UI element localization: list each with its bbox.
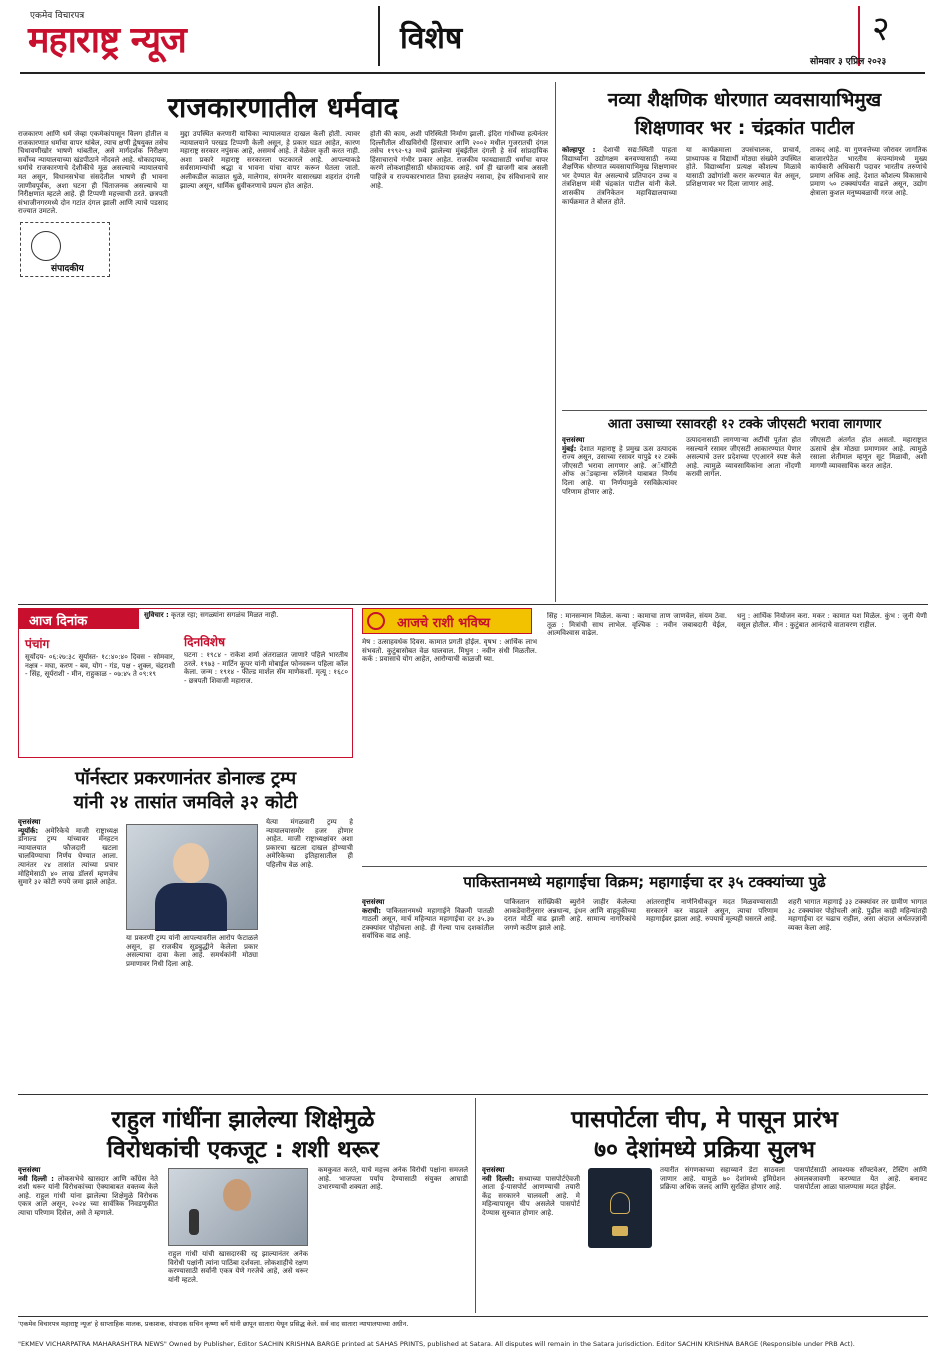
article-column-3: आंतरराष्ट्रीय नाणेनिधीकडून मदत मिळवण्यासाठी सरकारने कर वाढवले असून, त्याचा परिणाम महागाईवर झाला आहे. रुपयाचे मूल्यही घसरले आहे. <box>646 898 778 924</box>
source: वृत्तसंस्था <box>18 818 41 826</box>
article-headline[interactable]: पाकिस्तानमध्ये महागाईचा विक्रम; महागाईचा दर ३५ टक्क्यांच्या पुढे <box>463 873 826 891</box>
dateline: कराची: <box>362 906 382 915</box>
masthead-title: महाराष्ट्र न्यूज <box>28 20 186 61</box>
box-title <box>19 609 139 629</box>
article-headline[interactable]: आता उसाच्या रसावरही १२ टक्के जीएसटी भरावा लागणार <box>607 417 882 432</box>
rashi-title-bar <box>362 608 532 634</box>
article-headline-line1[interactable]: पासपोर्टला चीप, मे पासून प्रारंभ <box>571 1107 838 1133</box>
article-pakistan <box>362 868 927 1092</box>
column-rule <box>555 82 556 602</box>
rashi-title: आजचे राशी भविष्य <box>397 616 491 631</box>
person-icon <box>173 843 209 883</box>
microphone-icon <box>189 1209 199 1235</box>
article-column-1 <box>362 898 494 1088</box>
article-column-1-text: अमेरिकेचे माजी राष्ट्राध्यक्ष डोनाल्ड ट्रम्प यांच्यावर मॅनहटन न्यायालयात फौजदारी खटला चालविण्याचा निर्णय घेण्यात आला. त्यानंतर २४ तासांत त्यांच्या प्रचार मोहिमेसाठी ४० लाख डॉलर्स म्हणजेच सुमारे ३२ कोटी रुपये जमा झाले आहेत. <box>18 826 118 887</box>
din-vishesh-box <box>18 608 353 758</box>
article-column-1-text: देशात महाराष्ट्र हे प्रमुख ऊस उत्पादक राज्य असून, उसाच्या रसावर यापुढे १२ टक्के जीएसटी भरावा लागणार आहे. अॅथॉरिटी ऑफ अॅडव्हान्स रुलिंगने याबाबत निर्णय दिला आहे. या निर्णयामुळे रसविक्रेत्यांवर परिणाम होणार आहे. <box>562 444 677 496</box>
dateline: नवी दिल्ली : <box>18 1174 54 1183</box>
article-headline-line1[interactable]: पॉर्नस्टार प्रकरणानंतर डोनाल्ड ट्रम्प <box>74 768 297 789</box>
article-column-1 <box>562 436 677 601</box>
article-column-2: पाकिस्तान सांख्यिकी ब्युरोने जाहीर केलेल्या आकडेवारीनुसार अन्नधान्य, इंधन आणि वाहतुकीच्या दरात मोठी वाढ झाली आहे. सामान्य नागरिकांचे जगणे कठीण झाले आहे. <box>504 898 636 932</box>
dateline: न्यूयॉर्क: <box>18 826 39 835</box>
article-column-1 <box>18 1166 158 1311</box>
article-column-2: या प्रकरणी ट्रम्प यांनी आपल्यावरील आरोप फेटाळले असून, हा राजकीय सूडबुद्धीने केलेला प्रकार असल्याचा दावा केला आहे. समर्थकांनी मोठ्या प्रमाणावर निधी दिला आहे. <box>126 934 258 968</box>
dinvishesh-text: घटना : १९८४ - राकेश शर्मा अंतराळात जाणारे पहिले भारतीय ठरले. १९७३ - मार्टिन कूपर यांनी मोबाईल फोनवरून पहिला कॉल केला. जन्म : १९१४ - फील्ड मार्शल सॅम माणेकशॉ. मृत्यू : १६८० - छत्रपती शिवाजी महाराज. <box>184 651 348 685</box>
dateline: मुंबई: <box>562 444 577 453</box>
quote-label: सुविचार : <box>144 611 169 619</box>
suit-icon <box>155 883 227 931</box>
editorial-stamp <box>20 222 110 277</box>
article-column-1-text: देशाची सद्य:स्थिती पाहता विद्यार्थ्यांना उद्योगक्षम बनवण्यासाठी नव्या शैक्षणिक धोरणात व्यवसायाभिमुख शिक्षणावर भर देण्यात येत असल्याचे प्रतिपादन उच्च व तंत्रशिक्षण मंत्री चंद्रकांत पाटील यांनी केले. शासकीय तंत्रनिकेतन महाविद्यालयाच्या कार्यक्रमात ते बोलत होते. <box>562 146 677 206</box>
source: वृत्तसंस्था <box>18 1166 41 1174</box>
article-column-2: उत्पादनासाठी लागणाऱ्या अटींची पूर्तता होत नसल्याने रसावर जीएसटी आकारण्यात येणार असल्याचे उत्तर प्रदेशच्या एएआरने स्पष्ट केले आहे. त्यामुळे व्यावसायिकांना आता नोंदणी करावी लागेल. <box>686 436 801 479</box>
article-column-3: पासपोर्टसाठी आवश्यक सॉफ्टवेअर, टेस्टिंग आणि अंमलबजावणी करण्यात येत आहे. बनावट पासपोर्टला आळा घालण्यास मदत होईल. <box>794 1166 927 1192</box>
masthead-divider-1 <box>378 6 380 66</box>
column-rule <box>475 1098 476 1313</box>
section-rule <box>18 604 928 605</box>
editorial-stamp-label: संपादकीय <box>51 264 84 274</box>
rashi-column-3: धनु : आर्थिक नियोजन करा. मकर : कामात यश मिळेल. कुंभ : जुनी येणी वसूल होतील. मीन : कुटुंबात आनंदाचे वातावरण राहील. <box>737 612 927 629</box>
zodiac-icon <box>367 612 385 630</box>
article-gst <box>562 412 927 602</box>
panchang-text: सूर्योदय- ०६:२७:३८ सूर्यास्त- १८:४०:४० दिवस - सोमवार, नक्षत्र - मघा, करण - बव, योग - गंड, पक्ष - शुक्ल, चंद्रराशी - सिंह, सूर्यराशी - मीन, राहुकाळ - ०७:४५ ते ०९:१९ <box>25 653 175 679</box>
article-headline-line2[interactable]: विरोधकांची एकजूट : शशी थरूर <box>107 1137 379 1163</box>
article-column-1-text: सध्याच्या पासपोर्टऐवजी आता ई-पासपोर्ट आणण्याची तयारी केंद्र सरकारने चालवली आहे. मे महिन्यापासून चीप असलेले पासपोर्ट देण्यास सुरुवात होणार आहे. <box>482 1174 580 1217</box>
masthead-tagline: एकमेव विचारपत्र <box>30 11 85 21</box>
article-headline-line2[interactable]: ७० देशांमध्ये प्रक्रिया सुलभ <box>594 1137 815 1163</box>
page-number: २ <box>872 9 890 49</box>
article-column-2: राहुल गांधी यांची खासदारकी रद्द झाल्यानंतर अनेक विरोधी पक्षांनी त्यांना पाठिंबा दर्शवला. लोकशाहीचे रक्षण करण्यासाठी सर्वांनी एकत्र येणे गरजेचे आहे, असे थरूर यांनी म्हटले. <box>168 1250 308 1284</box>
rashi-column-2: सिंह : मानसन्मान मिळेल. कन्या : कामाचा ताण जाणवेल, संयम ठेवा. तूळ : मित्रांची साथ लाभेल. वृश्चिक : नवीन जबाबदारी येईल, आत्मविश्वास वाढेल. <box>547 612 727 638</box>
rashi-box <box>362 608 927 863</box>
article-column-4: शहरी भागात महागाई ३३ टक्क्यांवर तर ग्रामीण भागात ३८ टक्क्यांवर पोहोचली आहे. पुढील काही महिन्यांतही महागाईचा दर चढाच राहील, असा अंदाज अर्थतज्ज्ञांनी व्यक्त केला आहे. <box>788 898 927 932</box>
article-headline[interactable]: राजकारणातील धर्मवाद <box>167 91 399 124</box>
masthead <box>0 0 945 82</box>
section-rule <box>362 866 927 867</box>
quote-text: कृतज्ञ रहा; सगळ्यांना सगळंच मिळत नाही. <box>171 611 279 619</box>
section-rule <box>562 410 927 411</box>
article-dharmavad <box>18 82 548 602</box>
dateline: कोल्हापूर : <box>562 146 596 154</box>
emblem-icon <box>610 1192 630 1214</box>
quote <box>144 611 349 631</box>
person-icon <box>223 1179 251 1211</box>
article-headline-line2[interactable]: शिक्षणावर भर : चंद्रकांत पाटील <box>634 117 855 139</box>
trump-photo <box>126 824 258 930</box>
source: वृत्तसंस्था <box>362 898 385 906</box>
article-column-3: कमकुवत करते, याचे महत्त्व अनेक विरोधी पक्षांना समजले आहे. भाजपला पर्याय देण्यासाठी संयुक्त आघाडी उभारण्याची शक्यता आहे. <box>318 1166 468 1192</box>
rashi-column-1: मेष : उत्साहवर्धक दिवस. कामात प्रगती होईल. वृषभ : आर्थिक लाभ संभवतो. कुटुंबासोबत वेळ घालवाल. मिथुन : नवीन संधी मिळतील. कर्क : प्रवासाचे योग आहेत, आरोग्याची काळजी घ्या. <box>362 638 537 664</box>
dateline: नवी दिल्ली: <box>482 1174 515 1183</box>
article-column-3: ताकद आहे. या गुणवत्तेच्या जोरावर जागतिक बाजारपेठेत भारतीय कंपन्यांमध्ये मुख्य कार्यकारी अधिकारी पदावर भारतीय तरुणांचे प्रमाण अधिक आहे. देशात कौशल्य विकासाचे प्रमाण ५० टक्क्यांपर्यंत वाढले असून, उद्योग क्षेत्राला कुशल मनुष्यबळाची गरज आहे. <box>810 146 927 197</box>
article-column-1-text: पाकिस्तानमध्ये महागाईने विक्रमी पातळी गाठली असून, मार्च महिन्यात महागाईचा दर ३५.३७ टक्क्यांवर पोहोचला आहे. ही गेल्या पाच दशकांतील सर्वाधिक वाढ आहे. <box>362 906 494 941</box>
section-title: विशेष <box>400 21 463 56</box>
masthead-rule <box>20 72 925 74</box>
panchang-label: पंचांग <box>25 637 50 651</box>
article-column-2: मुद्दा उपस्थित करणारी याचिका न्यायालयात दाखल केली होती. त्यावर न्यायालयाने परखड टिप्पणी केली असून, हे प्रकार घडत आहेत, कारण महाराष्ट्र सरकार नपुंसक आहे, असमर्थ आहे. ते वेळेवर कृती करत नाही. अशा प्रकारे महाराष्ट्र सरकारला फटकारले आहे. आपल्याकडे सर्वसामान्यांची श्रद्धा व भावना यांचा वापर करून घेतला जातो. अलीकडील काळात धुळे, मालेगाव, संगमनेर यासारख्या शहरांत दंगली झाल्या असून, धार्मिक ध्रुवीकरणाचे प्रयत्न होत आहेत. <box>180 130 360 190</box>
source: वृत्तसंस्था <box>482 1166 505 1174</box>
box-title-text: आज दिनांक <box>29 614 88 629</box>
section-rule <box>18 1094 928 1095</box>
article-column-3: जीएसटी अंतर्गत होत असतो. महाराष्ट्रात ऊसाचे क्षेत्र मोठ्या प्रमाणावर आहे. त्यामुळे रसाला शेतीमाल म्हणून सूट मिळावी, अशी मागणी व्यावसायिक करत आहेत. <box>810 436 927 470</box>
article-column-1-text: लोकसभेचे खासदार आणि काँग्रेस नेते शशी थरूर यांनी विरोधकांच्या ऐक्याबाबत वक्तव्य केले आहे. राहुल गांधी यांना झालेल्या शिक्षेमुळे विरोधक एकत्र आले असून, २०२४ च्या सार्वत्रिक निवडणुकीत त्याचा परिणाम दिसेल, असे ते म्हणाले. <box>18 1174 158 1217</box>
article-education <box>562 82 927 407</box>
tharoor-photo <box>168 1168 308 1246</box>
article-column-1 <box>562 146 677 406</box>
article-headline-line2[interactable]: यांनी २४ तासांत जमविले ३२ कोटी <box>73 792 298 813</box>
article-column-1: राजकारण आणि धर्म जेव्हा एकमेकांपासून विलग होतील व राजकारणात धर्माचा वापर थांबेल, त्याच क्षणी द्वेषयुक्त तसेच चिथावणीखोर भाषणे थांबतील, असे मार्गदर्शक निरीक्षण सर्वोच्च न्यायालयाच्या खंडपीठाने नोंदवले आहे. धोकादायक, धर्माचे राजकारणाचे देशीकीचे मूळ असल्याचे न्यायालयाचे मत असून, विधानसभेचा संसदेतील भाषणे ही भावना जाणीवपूर्वक, अशा घटना ही चिंताजनक असल्याचे या निरीक्षणात म्हटले आहे. ही टिप्पणी महत्त्वाची ठरते. छत्रपती संभाजीनगरमध्ये दोन गटांत दंगल झाली आणि त्याचे पडसाद राज्यात उमटले. <box>18 130 168 216</box>
editorial-stamp-icon <box>31 231 61 261</box>
article-passport <box>482 1098 927 1313</box>
article-trump <box>18 762 353 1092</box>
dinvishesh-label: दिनविशेष <box>184 635 226 649</box>
passport-photo <box>588 1168 652 1248</box>
article-headline-line1[interactable]: राहुल गांधींना झालेल्या शिक्षेमुळे <box>111 1107 375 1133</box>
issue-date: सोमवार ३ एप्रिल २०२३ <box>810 57 887 67</box>
article-rahul <box>18 1098 468 1313</box>
article-column-2: तयारीत संगणकाच्या सहाय्याने डेटा साठवला जाणार आहे. यामुळे ७० देशांमध्ये इमिग्रेशन प्रक्रिया अधिक जलद आणि सुरक्षित होणार आहे. <box>660 1166 785 1192</box>
article-column-2: या कार्यक्रमाला उपसंचालक, प्राचार्य, प्राध्यापक व विद्यार्थी मोठ्या संख्येने उपस्थित होते. विद्यार्थ्यांना प्रत्यक्ष कौशल्य मिळावे यासाठी उद्योगांशी करार करण्यात येत असून, प्रशिक्षणावर भर दिला जाणार आहे. <box>686 146 801 189</box>
chip-icon <box>612 1226 628 1236</box>
footer-rule <box>18 1316 928 1317</box>
article-column-3: होती की काय, अशी परिस्थिती निर्माण झाली. इंदिरा गांधींच्या हत्येनंतर दिल्लीतील शीखविरोधी हिंसाचार आणि २००२ मधील गुजरातची दंगल तसेच १९९२-९३ मध्ये झालेल्या मुंबईतील दंगली हे सर्व सांप्रदायिक हिंसाचाराचे गंभीर प्रकार आहेत. राजकीय फायद्यासाठी धर्माचा वापर करणे लोकशाहीसाठी धोकादायक आहे. धर्म ही खाजगी बाब असली पाहिजे व राज्यकारभारात तिचा हस्तक्षेप नसावा, हेच संविधानाचे सार आहे. <box>370 130 548 190</box>
source: वृत्तसंस्था <box>562 436 585 444</box>
article-column-3: येत्या मंगळवारी ट्रम्प हे न्यायालयासमोर हजर होणार आहेत. माजी राष्ट्राध्यक्षांवर अशा प्रकारचा खटला दाखल होण्याची अमेरिकेच्या इतिहासातील ही पहिलीच वेळ आहे. <box>266 818 353 869</box>
article-column-1 <box>18 818 118 1088</box>
footer-line-2: "EKMEV VICHARPATRA MAHARASHTRA NEWS" Owned by Publisher, Editor SACHIN KRISHNA BARGE printed at SAHAS PRINTS, published at Satara. All disputes will remain in the Satara jurisdiction. Editor SACHIN KRISHNA BARGE (Responsible under PRB Act). <box>18 1340 855 1348</box>
article-column-1 <box>482 1166 580 1311</box>
footer-line-1: 'एकमेव विचारपत्र महाराष्ट्र न्यूज' हे साप्ताहिक मालक, प्रकाशक, संपादक सचिन कृष्णा बर्गे यांनी छापून सातारा येथून प्रसिद्ध केले. सर्व वाद सातारा न्यायालयाच्या अधीन. <box>18 1320 409 1328</box>
article-headline-line1[interactable]: नव्या शैक्षणिक धोरणात व्यवसायाभिमुख <box>607 89 882 111</box>
